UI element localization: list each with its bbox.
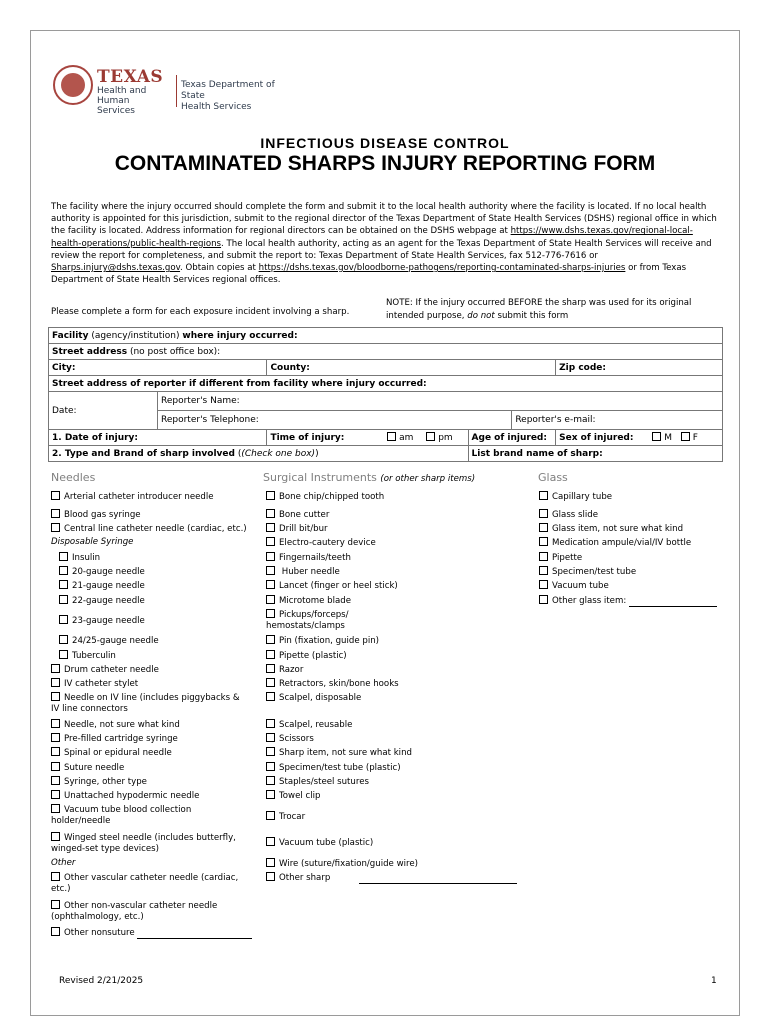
disposable-syringe-label: Disposable Syringe [51,537,134,547]
glass-specimen-tube[interactable]: Specimen/test tube [539,566,636,578]
zip-field[interactable]: Zip code: [556,360,723,376]
street-field[interactable]: Street address (no post office box): [49,344,723,360]
glass-other[interactable]: Other glass item: [539,595,717,607]
needle-blood-gas[interactable]: Blood gas syringe [51,509,141,521]
reporter-address-field[interactable]: Street address of reporter if different from facility where injury occurred: [49,376,723,392]
needle-other-nonsuture[interactable]: Other nonsuture [51,927,252,939]
glass-slide[interactable]: Glass slide [539,509,598,521]
surgical-header: Surgical Instruments (or other sharp items) [263,471,476,484]
needle-suture[interactable]: Suture needle [51,762,124,774]
please-note: Please complete a form for each exposure incident involving a sharp. [51,307,350,317]
surg-huber-needle[interactable]: Huber needle [266,566,340,578]
surg-lancet[interactable]: Lancet (finger or heel stick) [266,580,398,592]
surg-drill-bit[interactable]: Drill bit/bur [266,523,328,535]
male-checkbox[interactable] [652,432,661,441]
surg-scalpel-reusable[interactable]: Scalpel, reusable [266,719,352,731]
copies-link[interactable]: https://dshs.texas.gov/bloodborne-pathogens/reporting-contaminated-sharps-injuries [258,263,626,274]
surg-microtome[interactable]: Microtome blade [266,595,351,607]
time-of-injury-field[interactable]: Time of injury: am pm [267,430,468,446]
needle-other-nonvascular[interactable]: Other non-vascular catheter needle (ophthalmology, etc.) [51,901,218,922]
surg-scissors[interactable]: Scissors [266,733,314,745]
surg-pin[interactable]: Pin (fixation, guide pin) [266,635,379,647]
surg-fingernails[interactable]: Fingernails/teeth [266,552,351,564]
surg-bone-cutter[interactable]: Bone cutter [266,509,329,521]
email-link[interactable]: Sharps.injury@dshs.texas.gov [51,263,181,274]
regions-link[interactable]: https://www.dshs.texas.gov/regional-local-health-operations/public-health-regions [51,226,693,249]
needle-22-gauge[interactable]: 22-gauge needle [59,595,145,607]
surg-towel-clip[interactable]: Towel clip [266,790,320,802]
county-field[interactable]: County: [267,360,556,376]
needle-unattached[interactable]: Unattached hypodermic needle [51,790,199,802]
needle-iv-line[interactable]: Needle on IV line (includes piggybacks & IV line connectors [51,693,240,714]
pm-checkbox[interactable] [426,432,435,441]
age-field[interactable]: Age of injured: [468,430,556,446]
form-subtitle: INFECTIOUS DISEASE CONTROL [260,135,510,151]
date-of-injury-field[interactable]: 1. Date of injury: [49,430,267,446]
intro-paragraph: The facility where the injury occurred should complete the form and submit it to the local health authority where the facility is located. If no local health authority is appointed for this jurisdiction, submit to the regional director of the Texas Department of State Health Services (DSHS) regional office in which the facility is located. Address information for regional directors can be obtained on the DSHS webpage at https://www.dshs.texas.gov/regional-local-health-operations/public-health-regions. The local health authority, acting as an agent for the Texas Department of State Health Services will receive and review the report for completeness, and submit the report to: Texas Department of State Health Services, fax 512-776-7616 or Sharps.injury@dshs.texas.gov. Obtain copies at https://dshs.texas.gov/bloodborne-pathogens/reporting-contaminated-sharps-injuries or from Texas Department of State Health Services regional offices. [51,202,717,286]
needle-tuberculin[interactable]: Tuberculin [59,650,116,662]
brand-field[interactable]: List brand name of sharp: [468,446,722,462]
needle-prefilled[interactable]: Pre-filled cartridge syringe [51,733,178,745]
reporter-name-field[interactable]: Reporter's Name: [158,392,723,411]
logo-texas-word: TEXAS [97,67,164,87]
needles-header: Needles [51,471,96,484]
facility-table [48,327,723,462]
facility-field[interactable]: Facility (agency/institution) where injury occurred: [49,328,723,344]
sharp-type-label: 2. Type and Brand of sharp involved ((Check one box)) [49,446,469,462]
surg-staples[interactable]: Staples/steel sutures [266,776,369,788]
reporter-phone-field[interactable]: Reporter's Telephone: [158,411,512,430]
needle-not-sure[interactable]: Needle, not sure what kind [51,719,180,731]
surg-bone-chip[interactable]: Bone chip/chipped tooth [266,491,384,503]
surg-specimen-tube[interactable]: Specimen/test tube (plastic) [266,762,401,774]
needle-insulin[interactable]: Insulin [59,552,100,564]
glass-pipette[interactable]: Pipette [539,552,582,564]
female-checkbox[interactable] [681,432,690,441]
other-label: Other [51,858,76,868]
needle-vacuum-tube[interactable]: Vacuum tube blood collection holder/needle [51,805,192,826]
logo-divider [176,75,177,107]
page-number: 1 [711,976,717,986]
needle-21-gauge[interactable]: 21-gauge needle [59,580,145,592]
surg-scalpel-disposable[interactable]: Scalpel, disposable [266,692,361,704]
am-checkbox[interactable] [387,432,396,441]
glass-not-sure[interactable]: Glass item, not sure what kind [539,523,683,535]
surg-wire[interactable]: Wire (suture/fixation/guide wire) [266,858,418,870]
needle-other-vascular[interactable]: Other vascular catheter needle (cardiac, etc.) [51,873,239,894]
surg-other-sharp[interactable]: Other sharp [266,872,517,884]
needle-drum[interactable]: Drum catheter needle [51,664,159,676]
needle-spinal[interactable]: Spinal or epidural needle [51,747,172,759]
form-title: CONTAMINATED SHARPS INJURY REPORTING FORM [114,152,656,175]
needle-arterial[interactable]: Arterial catheter introducer needle [51,491,214,503]
surg-trocar[interactable]: Trocar [266,811,305,823]
texas-hhs-seal-icon [53,65,93,105]
needle-syringe-other[interactable]: Syringe, other type [51,776,147,788]
reporter-email-field[interactable]: Reporter's e-mail: [512,411,723,430]
city-field[interactable]: City: [49,360,267,376]
date-field[interactable]: Date: [49,392,158,430]
surg-pipette[interactable]: Pipette (plastic) [266,650,347,662]
needle-24-25-gauge[interactable]: 24/25-gauge needle [59,635,159,647]
before-use-note: NOTE: If the injury occurred BEFORE the sharp was used for its original intended purpose, do not submit this form [386,298,692,321]
glass-vacuum-tube[interactable]: Vacuum tube [539,580,609,592]
form-page [30,30,740,1016]
glass-ampule[interactable]: Medication ampule/vial/IV bottle [539,537,691,549]
surg-vacuum-tube[interactable]: Vacuum tube (plastic) [266,837,373,849]
needle-central-line[interactable]: Central line catheter needle (cardiac, etc.) [51,523,247,535]
revised-date: Revised 2/21/2025 [59,976,144,986]
surg-razor[interactable]: Razor [266,664,303,676]
needle-20-gauge[interactable]: 20-gauge needle [59,566,145,578]
logo-dshs-text: Texas Department of State Health Services [181,80,275,112]
surg-sharp-not-sure[interactable]: Sharp item, not sure what kind [266,747,412,759]
glass-header: Glass [538,471,568,484]
needle-winged-steel[interactable]: Winged steel needle (includes butterfly, winged-set type devices) [51,833,236,854]
surg-pickups[interactable]: Pickups/forceps/ hemostats/clamps [266,610,349,631]
surg-retractors[interactable]: Retractors, skin/bone hooks [266,678,399,690]
needle-23-gauge[interactable]: 23-gauge needle [59,615,145,627]
needle-iv-stylet[interactable]: IV catheter stylet [51,678,138,690]
sex-field[interactable]: Sex of injured: M F [556,430,723,446]
surg-electro-cautery[interactable]: Electro-cautery device [266,537,376,549]
logo-hhs-text: Health and Human Services [97,86,147,116]
glass-capillary[interactable]: Capillary tube [539,491,612,503]
